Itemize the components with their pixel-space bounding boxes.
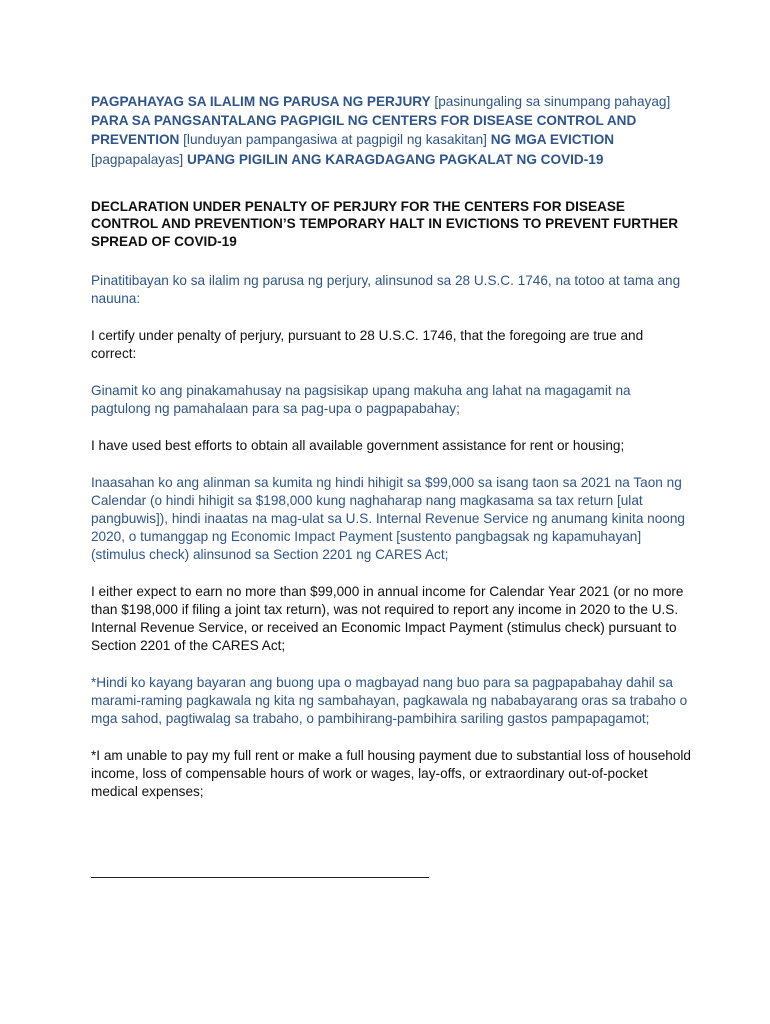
tagalog-heading-part2: PARA SA PANGSANTALANG PAGPIGIL NG CENTERS FOR DISEASE CONTROL AND PREVENTION (91, 113, 637, 148)
tagalog-heading-note3: [pagpapalayas] (91, 151, 187, 167)
efforts-paragraph-tagalog: Ginamit ko ang pinakamahusay na pagsisikap upang makuha ang lahat na magagamit na pagtulong ng pamahalaan para sa pag-upa o pagpapabahay; (91, 382, 631, 416)
certify-paragraph-tagalog: Pinatitibayan ko sa ilalim ng parusa ng perjury, alinsunod sa 28 U.S.C. 1746, na totoo at tama ang nauuna: (91, 272, 681, 306)
declaration-page (91, 92, 691, 801)
tagalog-heading-note1: [pasinungaling sa sinumpang pahayag] (430, 94, 671, 109)
tagalog-heading-part4: UPANG PIGILIN ANG KARAGDAGANG PAGKALAT NG COVID-19 (187, 151, 604, 167)
tagalog-heading-part3: NG MGA EVICTION (490, 132, 615, 148)
certify-paragraph-english: I certify under penalty of perjury, pursuant to 28 U.S.C. 1746, that the foregoing are true and correct: (91, 327, 644, 361)
unable-to-pay-paragraph-english: *I am unable to pay my full rent or make a full housing payment due to substantial loss of household income, loss of compensable hours of work or wages, lay-offs, or extraordinary out-of-pocket medical expenses; (91, 747, 691, 799)
tagalog-heading (91, 92, 691, 169)
income-paragraph-english: I either expect to earn no more than $99,000 in annual income for Calendar Year 2021 (or no more than $198,000 if filing a joint tax return), was not required to report any income in 2020 to the U.S. Internal Revenue Service, or received an Economic Impact Payment (stimulus check) pursuant to Section 2201 of the CARES Act; (91, 583, 684, 653)
unable-to-pay-paragraph-tagalog: *Hindi ko kayang bayaran ang buong upa o magbayad nang buo para sa pagpapabahay dahil sa marami-raming pagkawala ng kita ng sambahayan, pagkawala ng nababayarang oras sa trabaho o mga sahod, pagtiwalag sa trabaho, o pambihirang-pambihira sariling gastos pampapagamot; (91, 674, 688, 726)
english-heading: DECLARATION UNDER PENALTY OF PERJURY FOR THE CENTERS FOR DISEASE CONTROL AND PREVENTION’S TEMPORARY HALT IN EVICTIONS TO PREVENT FURTHER SPREAD OF COVID-19 (91, 198, 679, 249)
tagalog-heading-part1: PAGPAHAYAG SA ILALIM NG PARUSA NG PERJURY (91, 94, 431, 109)
income-paragraph-tagalog: Inaasahan ko ang alinman sa kumita ng hindi hihigit sa $99,000 sa isang taon sa 2021 na Taon ng Calendar (o hindi hihigit sa $198,000 kung naghaharap nang magkasama sa tax return [ulat pangbuwis]), hindi inaatas na mag-ulat sa U.S. Internal Revenue Service ng anumang kinita noong 2020, o tumanggap ng Economic Impact Payment [sustento pangbagsak ng kapamuhayan] (stimulus check) alinsunod sa Section 2201 ng CARES Act; (91, 474, 685, 562)
signature-line[interactable] (91, 877, 429, 878)
efforts-paragraph-english: I have used best efforts to obtain all available government assistance for rent or housing; (91, 437, 625, 453)
tagalog-heading-note2: [lunduyan pampangasiwa at pagpigil ng kasakitan] (179, 132, 491, 148)
